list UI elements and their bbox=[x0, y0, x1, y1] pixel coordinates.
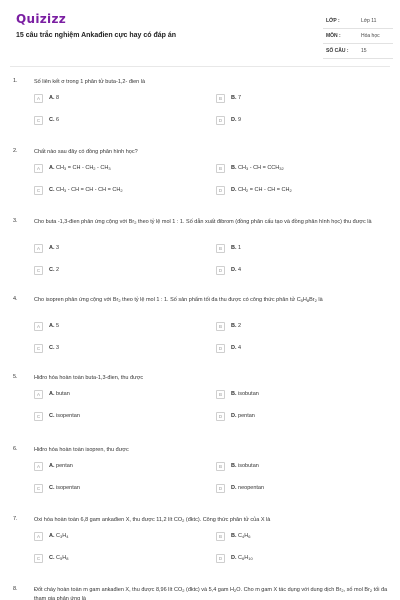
option-text: B. 7 bbox=[231, 95, 242, 101]
question-text: Hiđro hóa hoàn toàn isopren, thu được bbox=[34, 447, 129, 453]
option-text: B. 2 bbox=[231, 323, 242, 329]
option-letter-box[interactable]: D bbox=[216, 344, 225, 353]
option-text: C. 2 bbox=[49, 267, 60, 273]
option-text: C. 3 bbox=[49, 345, 60, 351]
option-letter-box[interactable]: D bbox=[216, 266, 225, 275]
option-text: D. neopentan bbox=[231, 485, 265, 491]
meta-label: SỐ CÂU : bbox=[326, 48, 349, 54]
option-letter-box[interactable]: A bbox=[34, 322, 43, 331]
option-text: B. isobutan bbox=[231, 463, 259, 469]
option-letter-box[interactable]: C bbox=[34, 116, 43, 125]
option-letter-box[interactable]: C bbox=[34, 484, 43, 493]
option-text: B. 1 bbox=[231, 245, 242, 251]
option-letter-box[interactable]: A bbox=[34, 532, 43, 541]
header-divider bbox=[10, 66, 390, 67]
option-text: D. pentan bbox=[231, 413, 255, 419]
option-letter-box[interactable]: C bbox=[34, 266, 43, 275]
question-number: 8. bbox=[13, 586, 18, 592]
option-letter-box[interactable]: B bbox=[216, 164, 225, 173]
question-text: Cho isopren phản ứng cộng với $Br_2$ theo tỷ lệ mol 1 : 1. Số sản phẩm tối đa thu được có công thức phân tử $C_5H_8Br_2$ là bbox=[34, 297, 323, 303]
meta-value: Lớp 11 bbox=[361, 18, 377, 24]
option-text: C. 6 bbox=[49, 117, 60, 123]
option-text: B. $C_4H_6$ bbox=[231, 533, 251, 539]
question-text: Chất nào sau đây có đồng phân hình học? bbox=[34, 149, 138, 155]
meta-value: 15 bbox=[361, 48, 367, 54]
option-letter-box[interactable]: C bbox=[34, 412, 43, 421]
option-letter-box[interactable]: B bbox=[216, 532, 225, 541]
option-letter-box[interactable]: B bbox=[216, 244, 225, 253]
meta-info bbox=[323, 14, 393, 59]
question-number: 4. bbox=[13, 296, 18, 302]
question-number: 2. bbox=[13, 148, 18, 154]
question-number: 6. bbox=[13, 446, 18, 452]
option-text: D. $CH_2$ = CH - CH = $CH_2$ bbox=[231, 187, 292, 193]
meta-label: LỚP : bbox=[326, 18, 340, 24]
option-text: D. 4 bbox=[231, 267, 242, 273]
option-letter-box[interactable]: B bbox=[216, 462, 225, 471]
option-text: C. isopentan bbox=[49, 413, 80, 419]
meta-value: Hóa học bbox=[361, 33, 380, 39]
option-text: D. 4 bbox=[231, 345, 242, 351]
option-letter-box[interactable]: B bbox=[216, 94, 225, 103]
option-text: D. $C_6H_{10}$ bbox=[231, 555, 253, 561]
question-text: Đốt cháy hoàn toàn m gam ankađien X, thu được 8,96 lít $CO_2$ (đktc) và 5,4 gam $H_2O$. Cho m gam X tác dụng với dung dịch $Br_2$, số mol $Br_2$ tối đa tham gia phản ứng là bbox=[34, 587, 388, 600]
option-text: C. $C_5H_8$ bbox=[49, 555, 69, 561]
question-number: 3. bbox=[13, 218, 18, 224]
option-letter-box[interactable]: B bbox=[216, 322, 225, 331]
option-text: A. butan bbox=[49, 391, 70, 397]
option-letter-box[interactable]: A bbox=[34, 164, 43, 173]
option-letter-box[interactable]: D bbox=[216, 554, 225, 563]
option-text: C. isopentan bbox=[49, 485, 80, 491]
option-letter-box[interactable]: A bbox=[34, 244, 43, 253]
option-text: A. 5 bbox=[49, 323, 60, 329]
option-letter-box[interactable]: C bbox=[34, 186, 43, 195]
meta-row-subject bbox=[323, 29, 393, 44]
meta-row-count bbox=[323, 44, 393, 59]
quizizz-logo: Quizizz bbox=[16, 12, 67, 26]
question-text: Cho buta -1,3-đien phản ứng cộng với $Br_2$ theo tỷ lệ mol 1 : 1. Số dẫn xuất đibrom (đồng phân cấu tạo và đồng phân hình học) thu được là bbox=[34, 219, 372, 225]
meta-row-class bbox=[323, 14, 393, 29]
question-text: Số liên kết σ trong 1 phân tử buta-1,2- đien là bbox=[34, 79, 146, 85]
option-text: D. 9 bbox=[231, 117, 242, 123]
question-number: 5. bbox=[13, 374, 18, 380]
option-text: A. $C_3H_4$ bbox=[49, 533, 69, 539]
option-letter-box[interactable]: A bbox=[34, 462, 43, 471]
option-letter-box[interactable]: D bbox=[216, 484, 225, 493]
option-letter-box[interactable]: D bbox=[216, 412, 225, 421]
option-text: C. $CH_3$ - CH = CH - CH = $CH_2$ bbox=[49, 187, 123, 193]
option-text: A. 3 bbox=[49, 245, 60, 251]
option-letter-box[interactable]: D bbox=[216, 186, 225, 195]
meta-label: MÔN : bbox=[326, 33, 341, 39]
option-letter-box[interactable]: D bbox=[216, 116, 225, 125]
option-text: B. isobutan bbox=[231, 391, 259, 397]
option-text: A. 8 bbox=[49, 95, 60, 101]
option-letter-box[interactable]: B bbox=[216, 390, 225, 399]
option-text: A. pentan bbox=[49, 463, 73, 469]
document-header bbox=[0, 0, 400, 68]
option-letter-box[interactable]: A bbox=[34, 94, 43, 103]
option-letter-box[interactable]: C bbox=[34, 344, 43, 353]
page-title: 15 câu trắc nghiệm Ankađien cực hay có đáp án bbox=[16, 32, 177, 39]
option-letter-box[interactable]: C bbox=[34, 554, 43, 563]
question-number: 7. bbox=[13, 516, 18, 522]
question-text: Hiđro hóa hoàn toàn buta-1,3-đien, thu được bbox=[34, 375, 144, 381]
question-number: 1. bbox=[13, 78, 18, 84]
option-text: B. $CH_3$ - CH = $CCH_{32}$ bbox=[231, 165, 284, 171]
option-text: A. $CH_3$ = CH - $CH_2 - CH_3$ bbox=[49, 165, 111, 171]
question-text: Oxi hóa hoàn toàn 6,8 gam ankađien X, thu được 11,2 lít $CO_2$ (đktc). Công thức phân tử của X là bbox=[34, 517, 271, 523]
option-letter-box[interactable]: A bbox=[34, 390, 43, 399]
